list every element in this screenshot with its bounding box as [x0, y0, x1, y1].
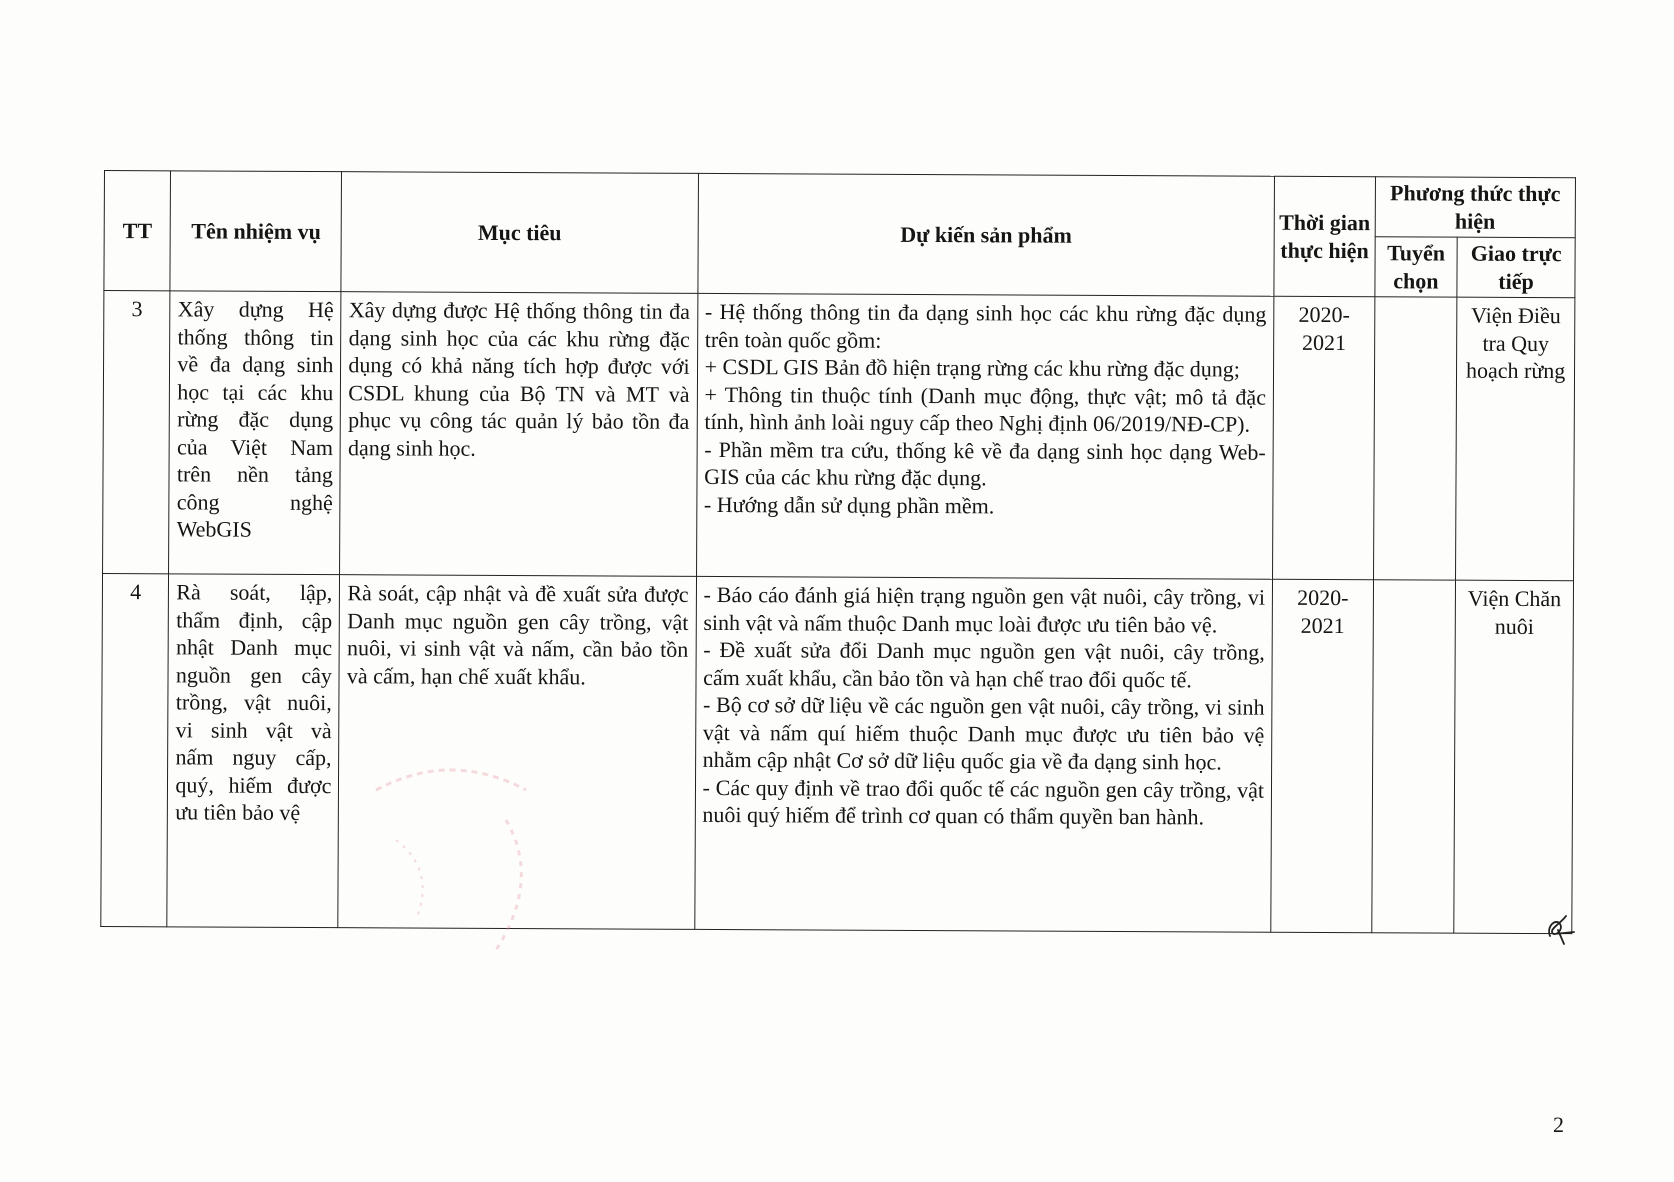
product-line: + CSDL GIS Bản đồ hiện trạng rừng các khu rừng đặc dụng; [704, 353, 1240, 382]
row-tt: 4 [101, 573, 169, 926]
row-giao-truc-tiep: Viện Điều tra Quy hoạch rừng [1456, 297, 1575, 581]
row-tuyen-chon [1373, 297, 1457, 580]
header-thoi-gian: Thời gian thực hiện [1274, 176, 1375, 296]
row-tuyen-chon [1372, 580, 1456, 933]
product-line: - Bộ cơ sở dữ liệu về các nguồn gen vật nuôi, cây trồng, vi sinh vật và nấm quí hiếm thuộc Danh mục được ưu tiên bảo vệ nhằm cập nhật Cơ sở dữ liệu quốc gia về đa dạng sinh học. [702, 691, 1265, 775]
product-line: - Phần mềm tra cứu, thống kê về đa dạng sinh học dạng Web-GIS của các khu rừng đặc dụng. [704, 436, 1266, 491]
header-muc-tieu: Mục tiêu [341, 172, 698, 294]
row-san-pham [696, 293, 1274, 579]
product-line: - Hệ thống thông tin đa dạng sinh học các khu rừng đặc dụng trên toàn quốc gồm: [704, 298, 1267, 353]
row-ten-nhiem-vu: Xây dựng Hệ thống thông tin về đa dạng sinh học tại các khu rừng đặc dụng của Việt Nam trên nền tảng công nghệ WebGIS [169, 291, 341, 575]
header-tt: TT [104, 171, 171, 291]
row-muc-tieu: Xây dựng được Hệ thống thông tin đa dạng sinh học của các khu rừng đặc dụng có khả năng tích hợp được với CSDL khung của Bộ TN và MT và phục vụ công tác quản lý bảo tồn đa dạng sinh học. [340, 292, 698, 577]
row-giao-truc-tiep: Viện Chăn nuôi [1454, 580, 1574, 934]
page-number: 2 [1553, 1112, 1564, 1137]
product-line: - Đề xuất sửa đổi Danh mục nguồn gen vật nuôi, cây trồng, cấm xuất khẩu, cần bảo tồn và hạn chế trao đổi quốc tế. [703, 636, 1265, 692]
header-row [104, 171, 1575, 238]
header-giao-truc-tiep: Giao trực tiếp [1457, 237, 1575, 298]
row-tt: 3 [103, 291, 171, 574]
row-thoi-gian: 2020-2021 [1271, 579, 1373, 932]
product-line: - Hướng dẫn sử dụng phần mềm. [703, 491, 995, 518]
row-muc-tieu: Rà soát, cập nhật và đề xuất sửa được Danh mục nguồn gen cây trồng, vật nuôi, vi sinh vật và nấm, cần bảo tồn và cấm, hạn chế xuất khẩu. [338, 575, 696, 930]
product-line: - Báo cáo đánh giá hiện trạng nguồn gen vật nuôi, cây trồng, vi sinh vật và nấm thuộc Danh mục loài được ưu tiên bảo vệ. [703, 581, 1266, 637]
row-thoi-gian: 2020-2021 [1273, 296, 1375, 579]
faded-seal-icon [356, 750, 546, 980]
header-tuyen-chon: Tuyển chọn [1375, 237, 1458, 297]
header-du-kien-san-pham: Dự kiến sản phẩm [697, 173, 1274, 296]
table-row [103, 291, 1575, 581]
product-line: + Thông tin thuộc tính (Danh mục động, thực vật; mô tả đặc tính, hình ảnh loài nguy cấp theo Nghị định 06/2019/NĐ-CP). [704, 381, 1267, 437]
header-phuong-thuc: Phương thức thực hiện [1375, 177, 1576, 238]
header-ten-nhiem-vu: Tên nhiệm vụ [170, 171, 342, 292]
table-row [101, 573, 1574, 933]
row-san-pham [694, 576, 1272, 932]
task-table [100, 170, 1576, 934]
product-line: - Các quy định về trao đổi quốc tế các nguồn gen cây trồng, vật nuôi quý hiếm để trình cơ quan có thẩm quyền ban hành. [702, 774, 1265, 830]
row-ten-nhiem-vu: Rà soát, lập, thẩm định, cập nhật Danh mục nguồn gen cây trồng, vật nuôi, vi sinh vật và nấm nguy cấp, quý, hiếm được ưu tiên bảo vệ [167, 574, 340, 928]
handwritten-initial-icon [1542, 912, 1576, 946]
